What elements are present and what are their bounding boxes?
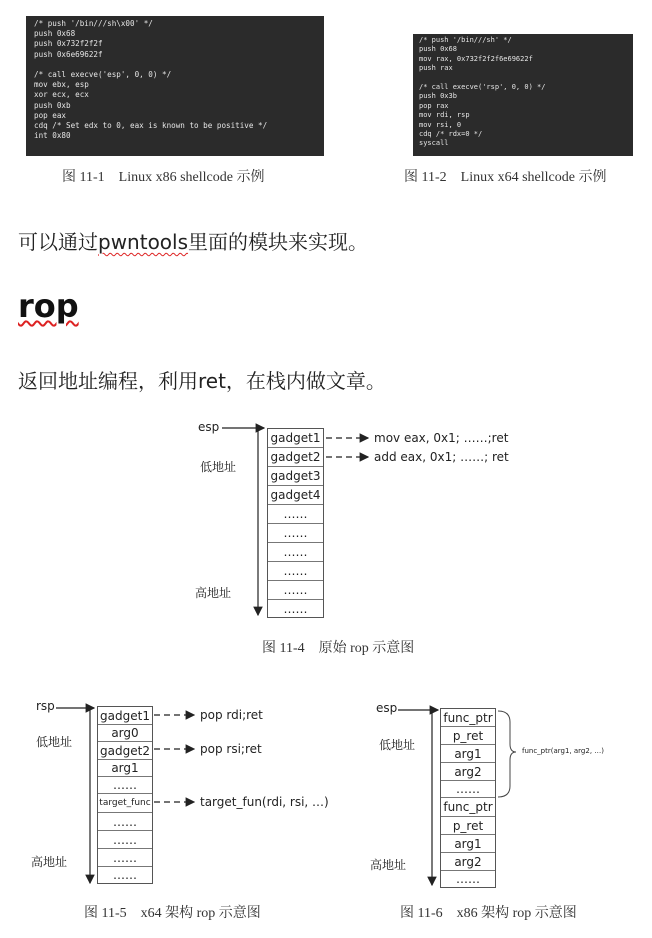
stack-cell: arg0 [98,725,152,742]
fig5-low-address-label: 低地址 [36,735,73,749]
stack-cell: …… [283,602,308,616]
stack-cell: …… [268,524,323,543]
fig4-gadget1-annotation: mov eax, 0x1; ……;ret [374,431,509,445]
fig2-caption: 图 11-2 Linux x64 shellcode 示例 [404,170,607,185]
stack-cell: p_ret [441,727,495,745]
stack-cell: …… [98,849,152,867]
stack-cell: …… [268,562,323,581]
rop-description-paragraph: 返回地址编程，利用ret，在栈内做文章。 [18,369,386,393]
paragraph-text-before: 可以通过 [18,230,98,254]
stack-cell: …… [441,781,495,798]
stack-cell: gadget1 [98,707,152,725]
stack-cell: target_func [98,794,152,813]
fig4-esp-label: esp [198,420,220,434]
fig5-rsp-label: rsp [36,699,55,713]
stack-cell: arg1 [98,760,152,777]
stack-cell: arg2 [441,853,495,871]
stack-cell: gadget3 [268,467,323,486]
fig6-stack [440,708,496,888]
fig4-caption: 图 11-4 原始 rop 示意图 [262,641,415,656]
stack-cell: …… [268,581,323,600]
fig5-target-annotation: target_fun(rdi, rsi, …) [200,795,329,809]
fig1-caption: 图 11-1 Linux x86 shellcode 示例 [62,170,265,185]
stack-cell: p_ret [441,817,495,835]
fig6-brace-note: func_ptr(arg1, arg2, …) [522,747,604,755]
section-heading-rop: rop [18,287,79,325]
stack-cell: gadget2 [268,448,323,467]
stack-cell: …… [268,505,323,524]
fig6-esp-label: esp [376,701,398,715]
fig5-gadget2-annotation: pop rsi;ret [200,742,262,756]
fig4-low-address-label: 低地址 [200,460,237,474]
x64-shellcode-block: /* push '/bin///sh' */ push 0x68 mov rax, 0x732f2f2f6e69622f push rax /* call execve('rsp', 0, 0) */ push 0x3b pop rax mov rdi, rsp mov rsi, 0 cdq /* rdx=0 */ syscall [413,34,633,156]
pwntools-keyword: pwntools [98,230,189,254]
stack-cell: func_ptr [441,709,495,727]
stack-cell: …… [98,813,152,831]
fig5-high-address-label: 高地址 [31,855,68,869]
fig6-low-address-label: 低地址 [379,738,416,752]
paragraph-text-after: 里面的模块来实现。 [188,230,369,254]
stack-cell: arg1 [441,835,495,853]
x86-shellcode-block: /* push '/bin///sh\x00' */ push 0x68 push 0x732f2f2f push 0x6e69622f /* call execve('esp', 0, 0) */ mov ebx, esp xor ecx, ecx push 0xb pop eax cdq /* Set edx to 0, eax is known to be positive */ int 0x80 [26,16,324,156]
stack-cell: gadget4 [268,486,323,505]
stack-cell: gadget2 [98,742,152,760]
stack-cell: arg1 [441,745,495,763]
stack-cell: func_ptr [441,798,495,817]
stack-cell: …… [98,831,152,849]
fig4-gadget2-annotation: add eax, 0x1; ……; ret [374,450,509,464]
stack-cell: arg2 [441,763,495,781]
stack-cell: …… [268,543,323,562]
stack-cell: …… [113,868,137,882]
stack-cell: …… [456,872,480,886]
fig6-caption: 图 11-6 x86 架构 rop 示意图 [400,906,577,921]
fig5-gadget1-annotation: pop rdi;ret [200,708,263,722]
fig6-brace [498,711,516,797]
stack-cell: gadget1 [268,429,323,448]
fig6-high-address-label: 高地址 [370,858,407,872]
fig5-caption: 图 11-5 x64 架构 rop 示意图 [84,906,261,921]
fig4-high-address-label: 高地址 [195,586,232,600]
stack-cell: …… [98,777,152,794]
